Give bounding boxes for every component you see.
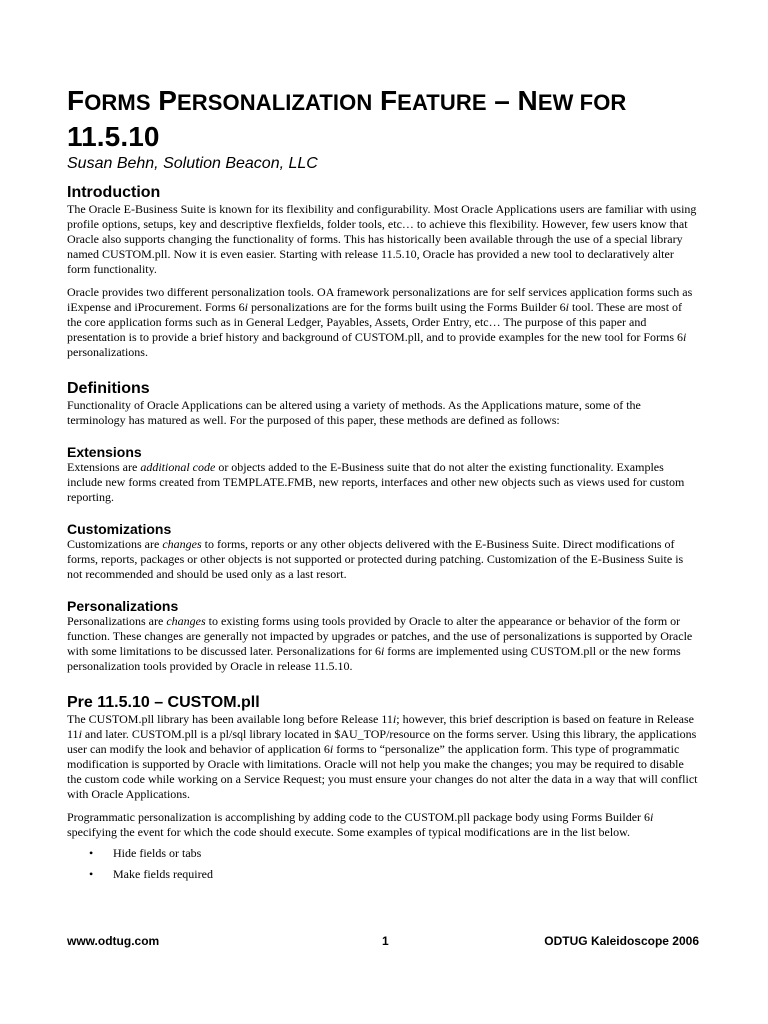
text-run: Oracle provides two different personalization tools. OA framework personalizations are for self services application forms such as iExpense and iProcurement. Forms 6 bbox=[67, 285, 693, 314]
pre-paragraph-2 bbox=[67, 810, 699, 840]
text-run: Personalizations are bbox=[67, 614, 167, 628]
text-run: to existing forms using tools provided by Oracle to alter the appearance or behavior of the form or function. These changes are generally not impacted by upgrades or patches, and the use of personalizations is supported by Oracle with some limitations to be discussed later. Personalizations for 6 bbox=[67, 614, 693, 658]
text-run: or objects added to the E-Business suite that do not alter the existing functionality. Examples include new forms created from TEMPLATE.FMB, new reports, interfaces and other new objects such as views used for custom reporting. bbox=[67, 460, 685, 504]
extensions-paragraph bbox=[67, 460, 699, 505]
section-heading-introduction: Introduction bbox=[67, 184, 161, 201]
subheading-extensions: Extensions bbox=[67, 444, 142, 460]
text-run: The CUSTOM.pll library has been available long before Release 11 bbox=[67, 712, 393, 726]
footer-website-link[interactable]: www.odtug.com bbox=[67, 934, 160, 948]
subheading-personalizations: Personalizations bbox=[67, 598, 179, 614]
title-cap: P bbox=[158, 85, 178, 116]
text-run: Extensions are bbox=[67, 460, 141, 474]
title-cap: F bbox=[379, 85, 398, 116]
text-run: i bbox=[683, 330, 687, 344]
section-heading-pre-11510: Pre 11.5.10 – CUSTOM.pll bbox=[67, 694, 260, 711]
definitions-paragraph: Functionality of Oracle Applications can be altered using a variety of methods. As the Applications mature, some of the terminology has matured as well. For the purposed of this paper, these methods are defined as follows: bbox=[67, 398, 641, 427]
paper-title bbox=[67, 84, 699, 154]
intro-paragraph-2 bbox=[67, 285, 699, 360]
text-run: i bbox=[565, 300, 569, 314]
document-page bbox=[67, 84, 699, 888]
text-run: Programmatic personalization is accomplishing by adding code to the CUSTOM.pll package body using Forms Builder 6 bbox=[67, 810, 651, 824]
personalizations-paragraph bbox=[67, 614, 699, 674]
footer-conference: ODTUG Kaleidoscope 2006 bbox=[544, 934, 699, 948]
list-item bbox=[67, 846, 699, 861]
text-run: i bbox=[392, 712, 397, 726]
customizations-paragraph bbox=[67, 537, 699, 582]
list-item bbox=[67, 867, 699, 882]
text-run: ; however, this brief description is based on feature in Release 11 bbox=[67, 712, 695, 741]
text-run: personalizations. bbox=[67, 345, 148, 359]
text-run: Customizations are bbox=[67, 537, 163, 551]
text-run: additional code bbox=[140, 460, 216, 474]
list-item-text: Hide fields or tabs bbox=[113, 846, 202, 860]
text-run: i bbox=[78, 727, 82, 741]
text-run: changes bbox=[166, 614, 206, 628]
text-run: and later. CUSTOM.pll is a pl/sql library located in $AU_TOP/resource on the forms server. Using this library, the applications user can modify the look and behavior of application 6 bbox=[67, 727, 697, 756]
text-run: forms to “personalize” the application form. This type of programmatic modification is supported by Oracle with limitations. Oracle will not help you make the changes; you may be required to disable the custom code while working on a Service Request; you must ensure your changes do not alter the data in a way that will conflict with Oracle Applications. bbox=[67, 742, 698, 801]
footer-page-number: 1 bbox=[382, 934, 389, 948]
intro-paragraph-1: The Oracle E-Business Suite is known for its flexibility and configurability. Most Oracle Applications users are familiar with using profile options, setups, key and descriptive flexfields, folder tools, etc… to achieve this flexibility. However, few users know that Oracle also supports changing the functionality of forms. This has historically been available through the use of a special library named CUSTOM.pll. Now it is even easier. Starting with release 11.5.10, Oracle has provided a new tool to declaratively alter form functionality. bbox=[67, 202, 697, 276]
bullet-icon: • bbox=[89, 867, 94, 881]
title-sc: ERSONALIZATION bbox=[177, 90, 373, 115]
text-run: changes bbox=[162, 537, 202, 551]
text-run: forms are implemented using CUSTOM.pll or the new forms personalization tools provided by Oracle in release 11.5.10. bbox=[67, 644, 681, 673]
title-version: 11.5.10 bbox=[67, 121, 160, 152]
text-run: i bbox=[329, 742, 334, 756]
list-item-text: Make fields required bbox=[113, 867, 213, 881]
title-sc: ORMS bbox=[84, 90, 151, 115]
text-run: tool. These are most of the core application forms such as in General Ledger, Payables, Assets, Order Entry, etc… The purpose of this paper and presentation is to provide a brief history and background of CUSTOM.pll, and to provide examples for the new tool for Forms 6 bbox=[67, 300, 683, 344]
text-run: to forms, reports or any other objects delivered with the E-Business Suite. Direct modifications of forms, reports, packages or other objects is not supported or protected during patching. Customization of the E-Business Suite is not recommended and should be used only as a last resort. bbox=[67, 537, 684, 581]
title-cap: N bbox=[517, 85, 538, 116]
modification-list bbox=[67, 846, 699, 882]
title-cap: F bbox=[67, 85, 85, 116]
title-dash: – bbox=[494, 85, 510, 116]
subheading-customizations: Customizations bbox=[67, 521, 172, 537]
text-run: i bbox=[380, 644, 385, 658]
title-sc: EW FOR bbox=[537, 90, 627, 115]
text-run: i bbox=[650, 810, 654, 824]
text-run: specifying the event for which the code should execute. Some examples of typical modifications are in the list below. bbox=[67, 825, 631, 839]
pre-paragraph-1 bbox=[67, 712, 699, 802]
bullet-icon: • bbox=[89, 846, 94, 860]
section-heading-definitions: Definitions bbox=[67, 380, 150, 397]
title-sc: EATURE bbox=[397, 90, 487, 115]
author-line: Susan Behn, Solution Beacon, LLC bbox=[67, 155, 318, 172]
text-run: personalizations are for the forms built using the Forms Builder 6 bbox=[247, 300, 566, 314]
text-run: i bbox=[244, 300, 248, 314]
